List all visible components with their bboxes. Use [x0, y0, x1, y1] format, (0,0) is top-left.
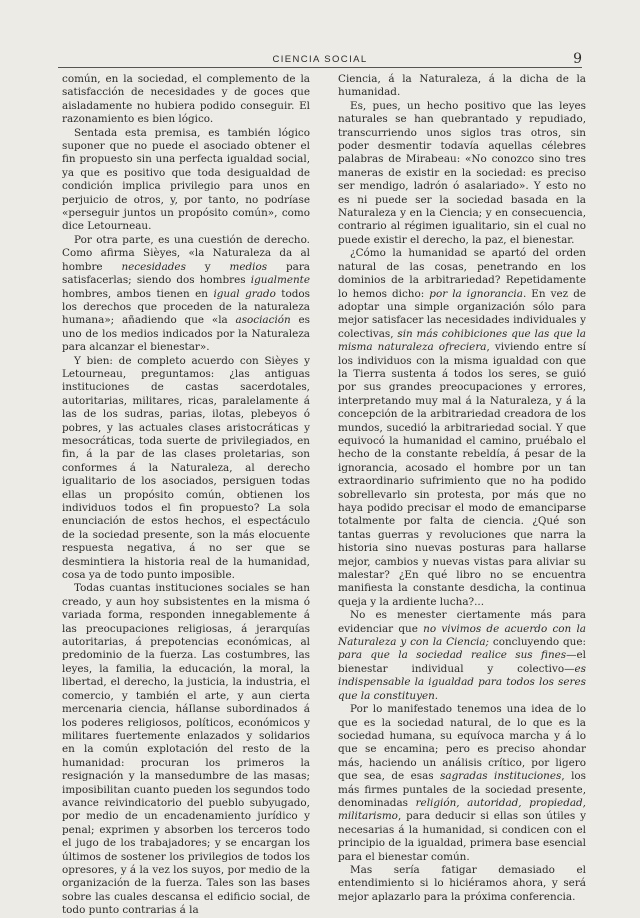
- paragraph: [338, 609, 586, 703]
- right-column: [338, 73, 587, 903]
- paragraph: [62, 582, 310, 917]
- paragraph-text: común, en la sociedad, el complemento de la satisfacción de necesidades y de goces que aisladamente no hubiera podido conseguir. El razonamiento es bien lógico.: [62, 73, 310, 126]
- emphasis-text: sagradas instituciones: [440, 770, 562, 783]
- paragraph-text: Ciencia, á la Naturaleza, á la dicha de la humanidad.: [338, 73, 586, 99]
- paragraph: [62, 234, 310, 355]
- emphasis-text: sin más cohibiciones que las que la misma naturaleza ofreciera: [338, 327, 586, 354]
- paragraph-text: —el bienestar individual y colectivo—: [338, 649, 586, 675]
- paragraph: [338, 73, 586, 100]
- emphasis-text: es indispensable la igualdad para todos los seres que la constituyen: [338, 662, 586, 702]
- paragraph-text: ¿Cómo la humanidad se apartó del orden natural de las cosas, penetrando en los dominios de la arbitrariedad? Repetidamente lo hemos dicho:: [338, 247, 586, 300]
- emphasis-text: necesidades: [121, 260, 186, 273]
- running-title: CIENCIA SOCIAL: [272, 54, 368, 65]
- paragraph-text: hombres, ambos tienen en: [62, 287, 214, 300]
- page-number: 9: [573, 51, 582, 67]
- paragraph-text: , para deducir si ellas son útiles y necesarias á la humanidad, si condicen con el principio de la igualdad, primera base esencial para el bienestar común.: [338, 810, 586, 863]
- paragraph-text: para satisfacerlas; siendo dos hombres: [62, 260, 310, 287]
- emphasis-text: asociación: [235, 314, 291, 327]
- running-head: [58, 52, 582, 68]
- paragraph: [338, 100, 586, 247]
- emphasis-text: por la ignorancia: [429, 287, 523, 300]
- emphasis-text: no vivimos de acuerdo con la Naturaleza y con la Ciencia;: [338, 622, 586, 649]
- paragraph-text: No es menester ciertamente más para evidenciar que: [338, 609, 586, 635]
- paragraph: [338, 247, 586, 609]
- paragraph: [62, 127, 310, 234]
- paragraph: [338, 864, 586, 904]
- left-column: [62, 73, 310, 917]
- paragraph-text: todos los derechos que proceden de la naturaleza humana»; añadiendo que «la: [62, 287, 310, 327]
- paragraph: [62, 73, 310, 127]
- paragraph-text: concluyendo que:: [489, 636, 586, 649]
- paragraph-text: Por otra parte, es una cuestión de derecho. Como afirma Sièyes, «la Naturaleza da al hombre: [62, 233, 310, 273]
- paragraph: [338, 703, 586, 864]
- paragraph-text: es uno de los medios indicados por la Naturaleza para alcanzar el bienestar».: [62, 314, 310, 354]
- emphasis-text: religión, autoridad, propiedad, militarismo: [338, 796, 586, 823]
- paragraph-text: Es, pues, un hecho positivo que las leyes naturales se han quebrantado y repudiado, transcurriendo unos siglos tras otros, sin poder desmentir todavía aquellas célebres palabras de Mirabeau: «No conozco sino tres maneras de existir en la sociedad: es preciso ser mendigo, ladrón ó asalariado». Y esto no es ni puede ser la sociedad basada en la Naturaleza y en la Ciencia; y en consecuencia, contrario al régimen igualitario, sin el cual no puede existir el derecho, la paz, el bienestar.: [338, 99, 586, 246]
- paragraph-text: Mas sería fatigar demasiado el entendimiento si lo hiciéramos ahora, y será mejor aplazarlo para la próxima conferencia.: [338, 863, 586, 903]
- emphasis-text: igualmente: [250, 274, 310, 287]
- paragraph-text: . En vez de adoptar una simple organización sólo para mejor satisfacer las necesidades individuales y colectivas,: [338, 287, 586, 340]
- paragraph-text: Sentada esta premisa, es también lógico suponer que no puede el asociado obtener el fin propuesto sin una perfecta igualdad social, ya que es positivo que toda desigualdad de condición implica privilegio para unos en perjuicio de otros, y, por tanto, no podríase «perseguir juntos un propósito común», como dice Letourneau.: [62, 126, 310, 233]
- paragraph-text: Por lo manifestado tenemos una idea de lo que es la sociedad natural, de lo que es la sociedad humana, su equívoca marcha y á lo que se encamina; pero es preciso ahondar más, haciendo un análisis crítico, por ligero que sea, de esas: [338, 703, 586, 783]
- paragraph-text: , viviendo entre sí los individuos con la misma igualdad con que la Tierra sustenta á todos los seres, se guió por sus grandes preocupaciones y errores, interpretando muy mal á la Naturaleza, y á la concepción de la arbitrariedad creadora de los mundos, sucedió la arbitrariedad social. Y que equivocó la humanidad el camino, pruébalo el hecho de la constante rebeldía, á pesar de la ignorancia, acosado el hombre por un tan extraordinario sufrimiento que no ha podido sobrellevarlo sin protesta, por más que no haya podido precisar el modo de emanciparse totalmente por falta de ciencia. ¿Qué son tantas guerras y revoluciones que narra la historia sino nuevas posturas para hallarse mejor, cambios y nuevas vistas para aliviar su malestar? ¿En qué libro no se encuentra manifiesta la constante desdicha, la continua queja y la ardiente lucha?...: [338, 341, 587, 608]
- paragraph-text: y: [185, 260, 230, 273]
- text-columns: [62, 73, 587, 917]
- emphasis-text: medios: [229, 260, 268, 273]
- paragraph-text: .: [434, 689, 439, 702]
- header-rule: [58, 67, 582, 68]
- emphasis-text: igual grado: [213, 287, 276, 300]
- emphasis-text: para que la sociedad realice sus fines: [338, 649, 567, 662]
- paragraph: [62, 355, 310, 583]
- paragraph-text: Todas cuantas instituciones sociales se han creado, y aun hoy subsistentes en la misma ó variada forma, responden innegablemente á las preocupaciones religiosas, á jerarquías autoritarias, á prepotencias económicas, al predominio de la fuerza. Las costumbres, las leyes, la familia, la educación, la moral, la libertad, el derecho, la justicia, la industria, el comercio, y también el arte, y aun cierta mercenaria ciencia, háIlanse subordinados á los poderes religiosos, políticos, económicos y militares fuertemente enlazados y solidarios en la común explotación del resto de la humanidad: procuran los primeros la resignación y la mansedumbre de las masas; imposibilitan cuanto pueden los segundos todo avance reivindicatorio del pueblo subyugado, por medio de un encadenamiento jurídico y penal; exprimen y absorben los terceros todo el jugo de los trabajadores; y se encargan los últimos de sostener los privilegios de todos los opresores, y á la vez los suyos, por medio de la organización de la fuerza. Tales son las bases sobre las cuales descansa el edificio social, de todo punto contrarias á la: [62, 582, 310, 917]
- paragraph-text: , los más firmes puntales de la sociedad presente, denominadas: [338, 770, 587, 809]
- paragraph-text: Y bien: de completo acuerdo con Sièyes y Letourneau, preguntamos: ¿las antiguas instituciones de castas sacerdotales, autoritarias, militares, ricas, paralelamente á las de los sudras, parias, ilotas, plebeyos ó pobres, y las actuales clases aristocráticas y mesocráticas, toda suerte de privilegiados, en fin, á la par de las clases proletarias, son conformes á la Naturaleza, al derecho igualitario de los asociados, persiguen todas ellas un propósito común, obtienen los individuos todos el fin propuesto? La sola enunciación de estos hechos, el espectáculo de la sociedad presente, son la más elocuente respuesta negativa, á no ser que se desmintiera la historia real de la humanidad, cosa ya de todo punto imposible.: [62, 354, 310, 582]
